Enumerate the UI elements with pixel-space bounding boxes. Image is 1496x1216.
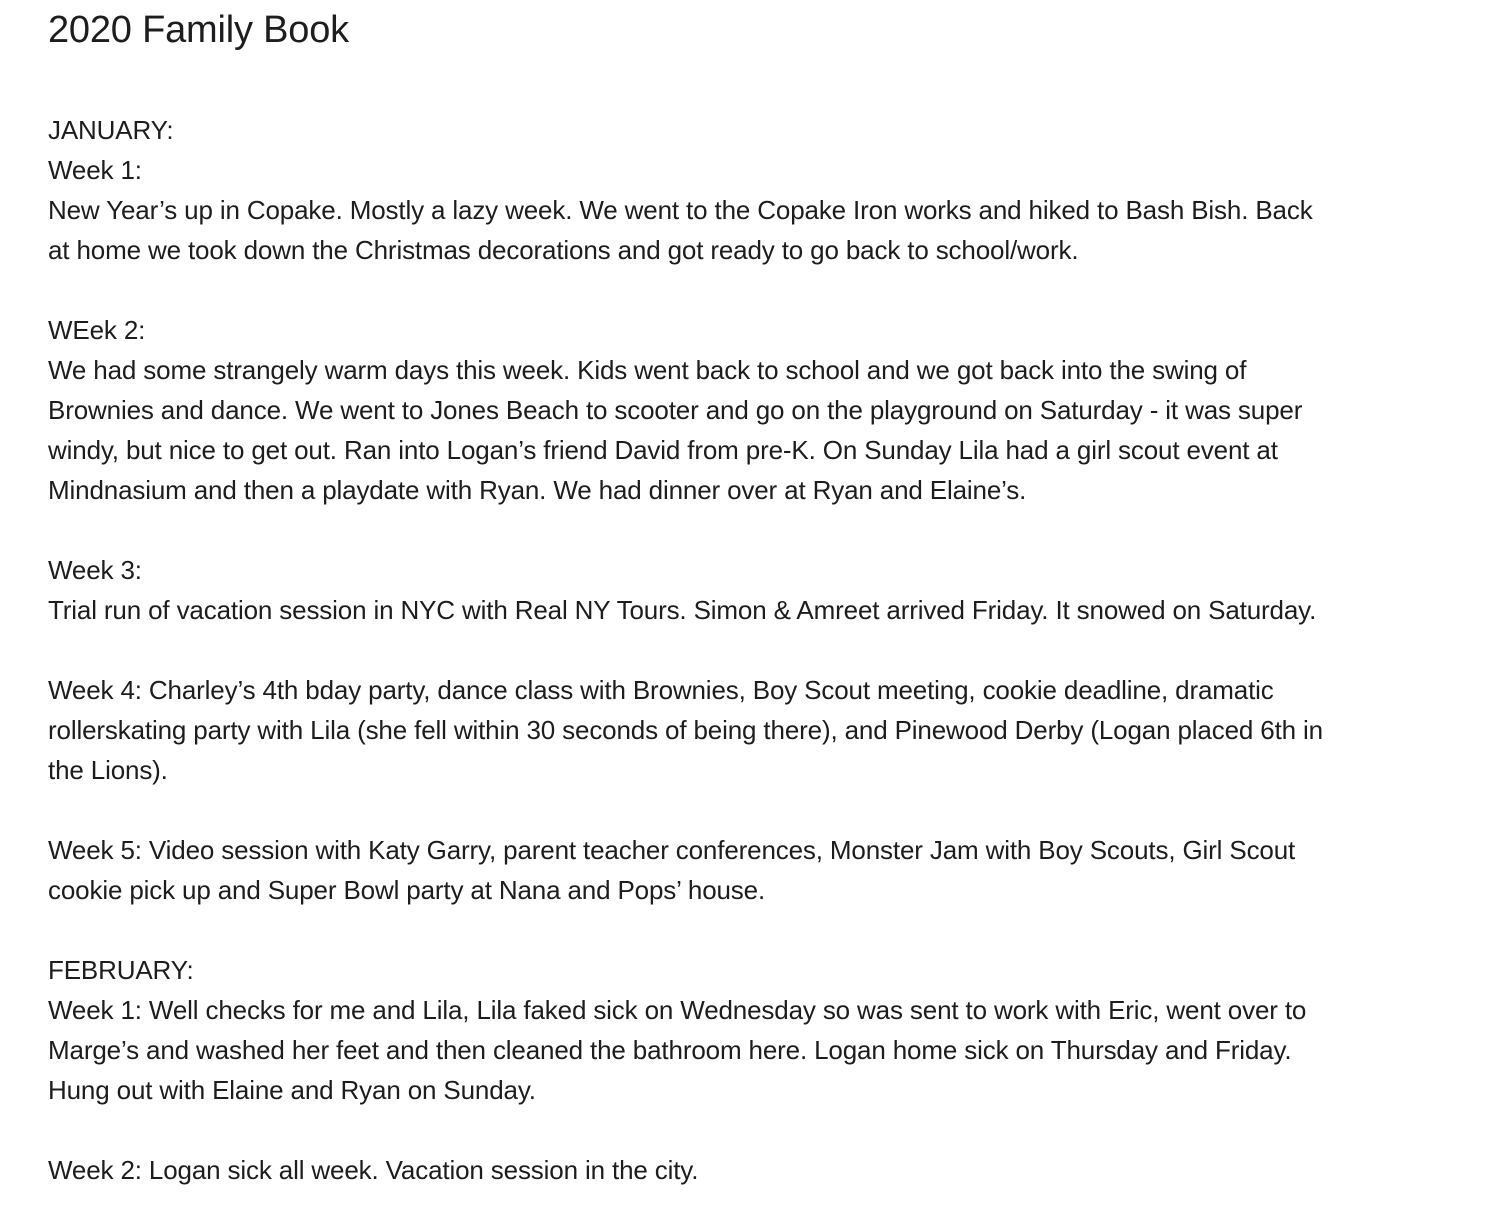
document-title: 2020 Family Book [48,9,349,51]
blank-line [48,1110,1468,1150]
body-line: windy, but nice to get out. Ran into Logan’s friend David from pre-K. On Sunday Lila had a girl scout event at [48,435,1278,465]
blank-line [48,790,1468,830]
body-line: New Year’s up in Copake. Mostly a lazy week. We went to the Copake Iron works and hiked to Bash Bish. Back [48,195,1313,225]
blank-line [48,510,1468,550]
document-page [48,0,1468,1190]
blank-line [48,270,1468,310]
body-line: Week 1: Well checks for me and Lila, Lila faked sick on Wednesday so was sent to work with Eric, went over to [48,995,1307,1025]
document-body [48,110,1468,1190]
body-line: cookie pick up and Super Bowl party at Nana and Pops’ house. [48,875,766,905]
body-line: Week 4: Charley’s 4th bday party, dance class with Brownies, Boy Scout meeting, cookie deadline, dramatic [48,675,1274,705]
blank-line [48,630,1468,670]
body-line: Week 5: Video session with Katy Garry, parent teacher conferences, Monster Jam with Boy Scouts, Girl Scout [48,835,1296,865]
body-line: Hung out with Elaine and Ryan on Sunday. [48,1075,536,1105]
blank-line [48,910,1468,950]
body-line: the Lions). [48,755,168,785]
body-line: at home we took down the Christmas decorations and got ready to go back to school/work. [48,235,1079,265]
body-line: JANUARY: [48,115,174,145]
body-line: WEek 2: [48,315,146,345]
body-line: Week 2: Logan sick all week. Vacation session in the city. [48,1155,699,1185]
body-line: FEBRUARY: [48,955,194,985]
body-line: Trial run of vacation session in NYC with Real NY Tours. Simon & Amreet arrived Friday. It snowed on Saturday. [48,595,1317,625]
body-line: Mindnasium and then a playdate with Ryan. We had dinner over at Ryan and Elaine’s. [48,475,1027,505]
body-line: Week 1: [48,155,142,185]
body-line: rollerskating party with Lila (she fell within 30 seconds of being there), and Pinewood Derby (Logan placed 6th in [48,715,1323,745]
body-line: Week 3: [48,555,142,585]
body-line: We had some strangely warm days this week. Kids went back to school and we got back into the swing of [48,355,1247,385]
body-line: Brownies and dance. We went to Jones Beach to scooter and go on the playground on Saturday - it was super [48,395,1303,425]
body-line: Marge’s and washed her feet and then cleaned the bathroom here. Logan home sick on Thursday and Friday. [48,1035,1292,1065]
